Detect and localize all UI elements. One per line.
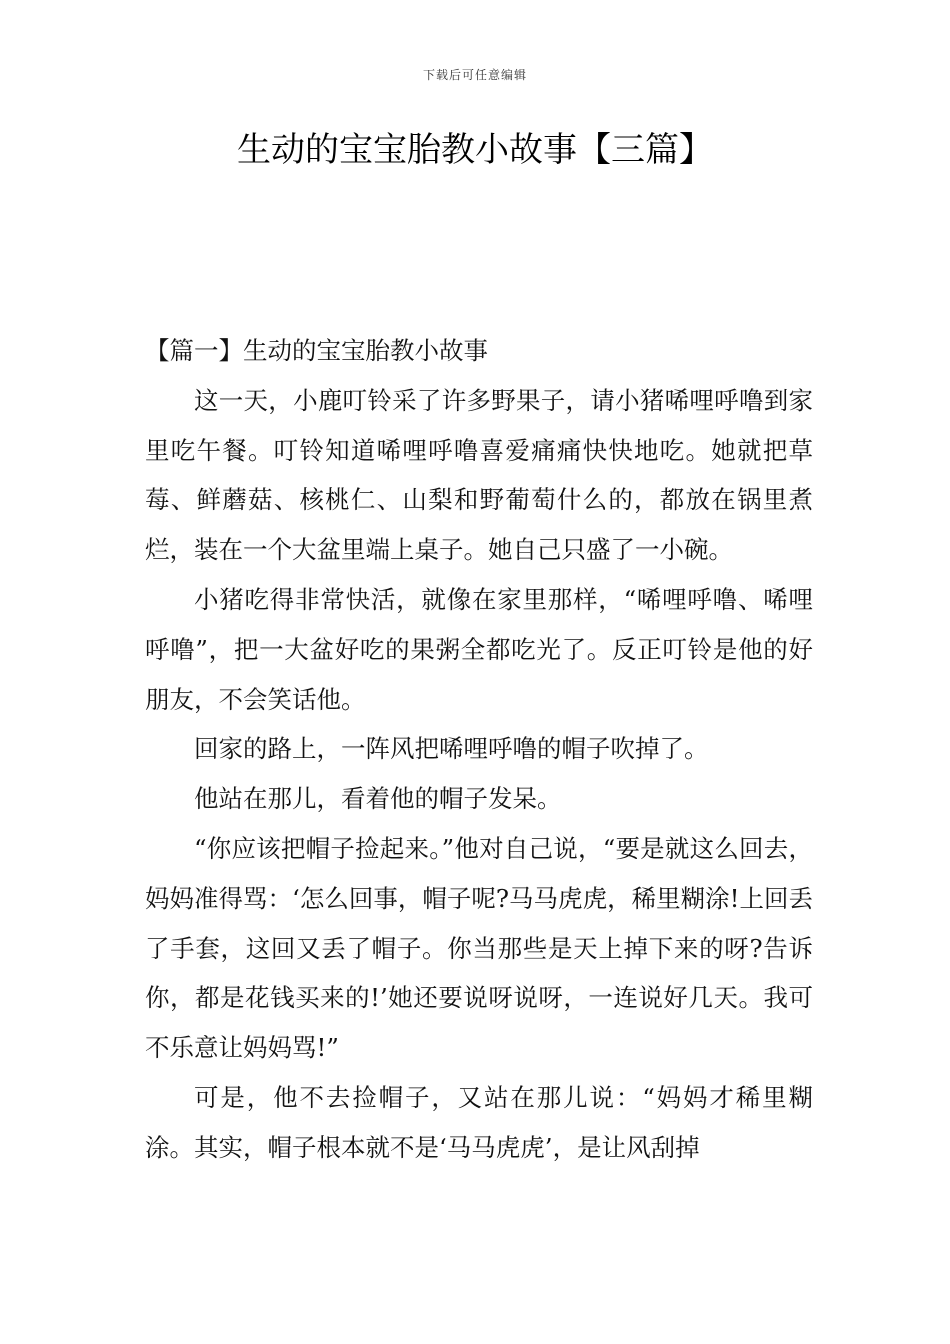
page-title: 生动的宝宝胎教小故事【三篇】 [237,130,713,170]
document-body [145,326,813,1173]
paragraph: 这一天，小鹿叮铃采了许多野果子，请小猪唏哩呼噜到家里吃午餐。叮铃知道唏哩呼噜喜爱痛痛快快地吃。她就把草莓、鲜蘑菇、核桃仁、山梨和野葡萄什么的，都放在锅里煮烂，装在一个大盆里端上桌子。她自己只盛了一小碗。 [145,385,813,565]
paragraph: 小猪吃得非常快活，就像在家里那样，“唏哩呼噜、唏哩呼噜”，把一大盆好吃的果粥全都吃光了。反正叮铃是他的好朋友，不会笑话他。 [145,584,813,714]
header-note: 下载后可任意编辑 [422,68,527,82]
section-heading: 【篇一】生动的宝宝胎教小故事 [145,336,488,365]
paragraph: 回家的路上，一阵风把唏哩呼噜的帽子吹掉了。 [194,734,709,764]
paragraph: 他站在那儿，看着他的帽子发呆。 [194,784,562,814]
paragraph: 可是，他不去捡帽子，又站在那儿说：“妈妈才稀里糊涂。其实，帽子根本就不是‘马马虎虎’，是让风刮掉 [145,1082,813,1162]
paragraph: “你应该把帽子捡起来。”他对自己说，“要是就这么回去，妈妈准得骂：‘怎么回事，帽子呢?马马虎虎，稀里糊涂!上回丢了手套，这回又丢了帽子。你当那些是天上掉下来的呀?告诉你，都是花钱买来的!’她还要说呀说呀，一连说好几天。我可不乐意让妈妈骂!” [145,833,813,1063]
